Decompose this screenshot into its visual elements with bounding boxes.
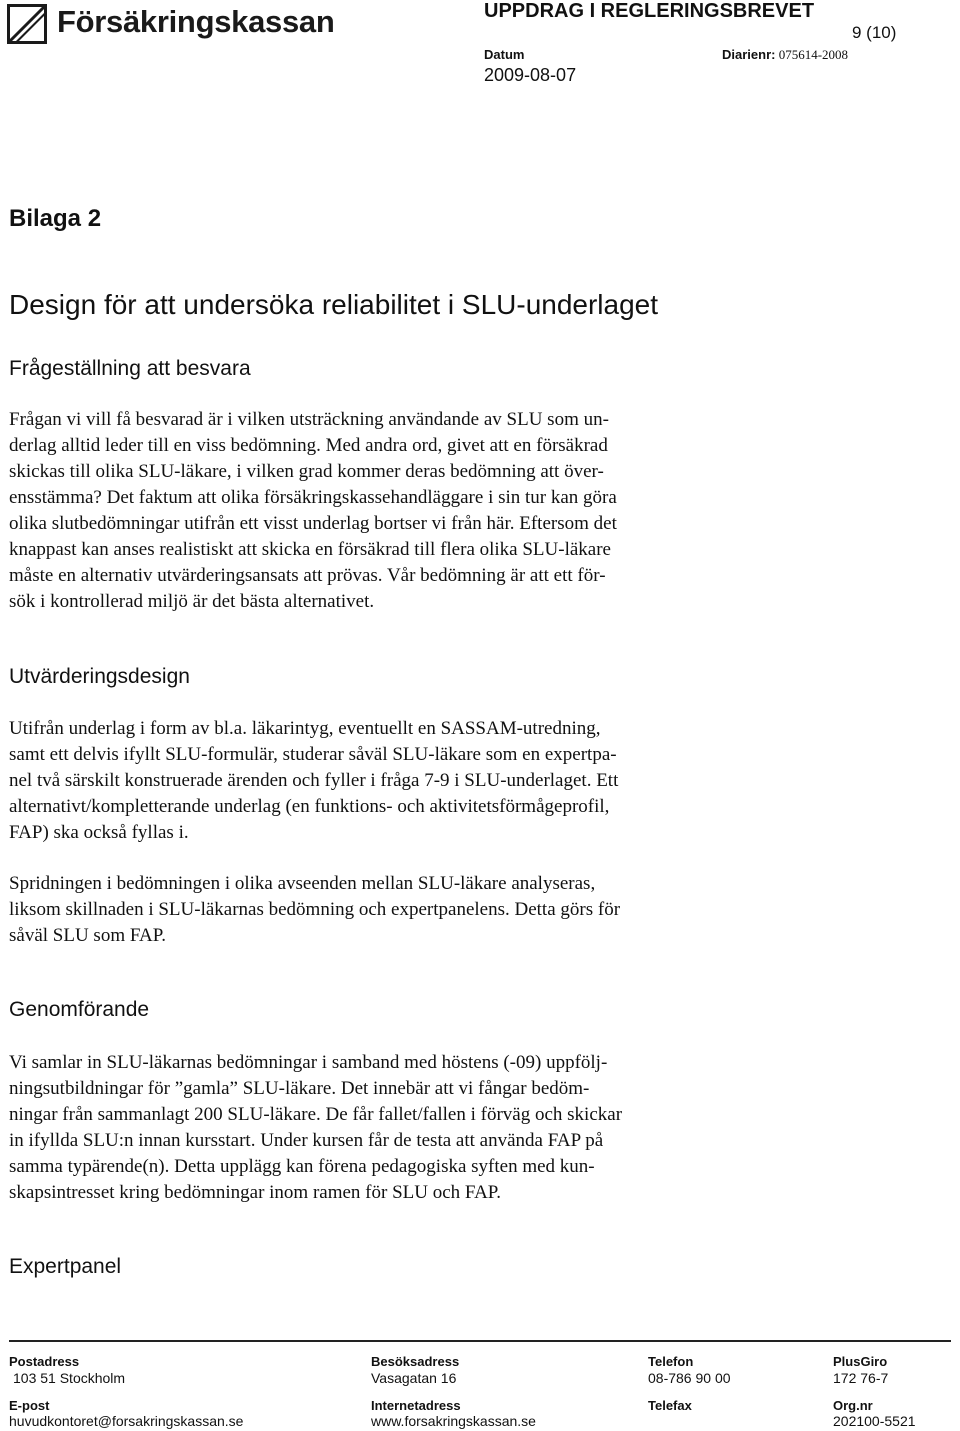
footer-value-postadress: 103 51 Stockholm <box>13 1370 126 1386</box>
text-line: såväl SLU som FAP. <box>9 925 166 946</box>
footer-label-postadress: Postadress <box>9 1354 80 1369</box>
logo-text: Försäkringskassan <box>57 4 335 39</box>
text-line: ensstämma? Det faktum att olika försäkringskassehandläggare i sin tur kan göra <box>9 487 617 508</box>
footer-value-internetadress: www.forsakringskassan.se <box>371 1413 536 1429</box>
text-line: Vi samlar in SLU-läkarnas bedömningar i samband med höstens (-09) uppfölj- <box>9 1052 608 1073</box>
text-line: in ifyllda SLU:n innan kursstart. Under kursen får de testa att använda FAP på <box>9 1130 604 1151</box>
text-line: Utifrån underlag i form av bl.a. läkarintyg, eventuellt en SASSAM-utredning, <box>9 718 601 739</box>
footer-divider <box>9 1340 951 1342</box>
text-line: liksom skillnaden i SLU-läkarnas bedömning och expertpanelens. Detta görs för <box>9 899 621 920</box>
section-heading-utvarderingsdesign: Utvärderingsdesign <box>9 665 190 688</box>
section-heading-genomforande: Genomförande <box>9 998 150 1021</box>
footer-label-epost: E-post <box>9 1398 50 1413</box>
diary-number-value: 075614-2008 <box>778 47 849 62</box>
footer-value-plusgiro: 172 76-7 <box>833 1370 889 1386</box>
section-heading-fragestallning: Frågeställning att besvara <box>9 357 251 380</box>
text-line: nel två särskilt konstruerade ärenden och fyller i fråga 7-9 i SLU-underlaget. Ett <box>9 770 619 791</box>
footer-value-besoksadress: Vasagatan 16 <box>371 1370 457 1386</box>
text-line: olika slutbedömningar utifrån ett visst underlag bortser vi från här. Eftersom det <box>9 513 617 534</box>
page-number: 9 (10) <box>852 23 897 42</box>
footer-label-orgnr: Org.nr <box>833 1398 873 1413</box>
footer-label-telefon: Telefon <box>648 1354 694 1369</box>
text-line: sök i kontrollerad miljö är det bästa alternativet. <box>9 591 375 612</box>
logo-mark-icon <box>7 4 47 44</box>
agency-logo <box>7 4 335 44</box>
text-line: Frågan vi vill få besvarad är i vilken utsträckning användande av SLU som un- <box>9 409 609 430</box>
text-line: alternativt/kompletterande underlag (en funktions- och aktivitetsförmågeprofil, <box>9 796 610 817</box>
text-line: ningsutbildningar för ”gamla” SLU-läkare. Det innebär att vi fångar bedöm- <box>9 1078 590 1099</box>
section-heading-expertpanel: Expertpanel <box>9 1255 122 1278</box>
document-type: UPPDRAG I REGLERINGSBREVET <box>484 0 815 22</box>
text-line: Spridningen i bedömningen i olika avseenden mellan SLU-läkare analyseras, <box>9 873 596 894</box>
appendix-heading: Bilaga 2 <box>9 205 102 232</box>
text-line: samt ett delvis ifyllt SLU-formulär, studerar såväl SLU-läkare som en expertpa- <box>9 744 617 765</box>
footer-label-internetadress: Internetadress <box>371 1398 461 1413</box>
footer-label-besoksadress: Besöksadress <box>371 1354 460 1369</box>
text-line: skickas till olika SLU-läkare, i vilken grad kommer deras bedömning att över- <box>9 461 604 482</box>
text-line: skapsintresset kring bedömningar inom ramen för SLU och FAP. <box>9 1182 501 1203</box>
footer-label-plusgiro: PlusGiro <box>833 1354 888 1369</box>
footer-label-telefax: Telefax <box>648 1398 692 1413</box>
text-line: samma typärende(n). Detta upplägg kan förena pedagogiska syften med kun- <box>9 1156 595 1177</box>
text-line: derlag alltid leder till en viss bedömning. Med andra ord, givet att en försäkrad <box>9 435 608 456</box>
diary-number-label: Diarienr: <box>722 47 776 62</box>
document-title: Design för att undersöka reliabilitet i SLU-underlaget <box>9 289 659 320</box>
date-label: Datum <box>484 47 525 62</box>
footer-value-orgnr: 202100-5521 <box>833 1413 916 1429</box>
footer-value-telefon: 08-786 90 00 <box>648 1370 731 1386</box>
diary-number <box>722 47 848 63</box>
text-line: ningar från sammanlagt 200 SLU-läkare. De får fallet/fallen i förväg och skickar <box>9 1104 623 1125</box>
text-line: måste en alternativ utvärderingsansats att prövas. Vår bedömning är att ett för- <box>9 565 606 586</box>
text-line: knappast kan anses realistiskt att skicka en försäkrad till flera olika SLU-läkare <box>9 539 611 560</box>
date-value: 2009-08-07 <box>484 65 577 85</box>
text-line: FAP) ska också fyllas i. <box>9 822 189 843</box>
footer-value-epost: huvudkontoret@forsakringskassan.se <box>9 1413 244 1429</box>
